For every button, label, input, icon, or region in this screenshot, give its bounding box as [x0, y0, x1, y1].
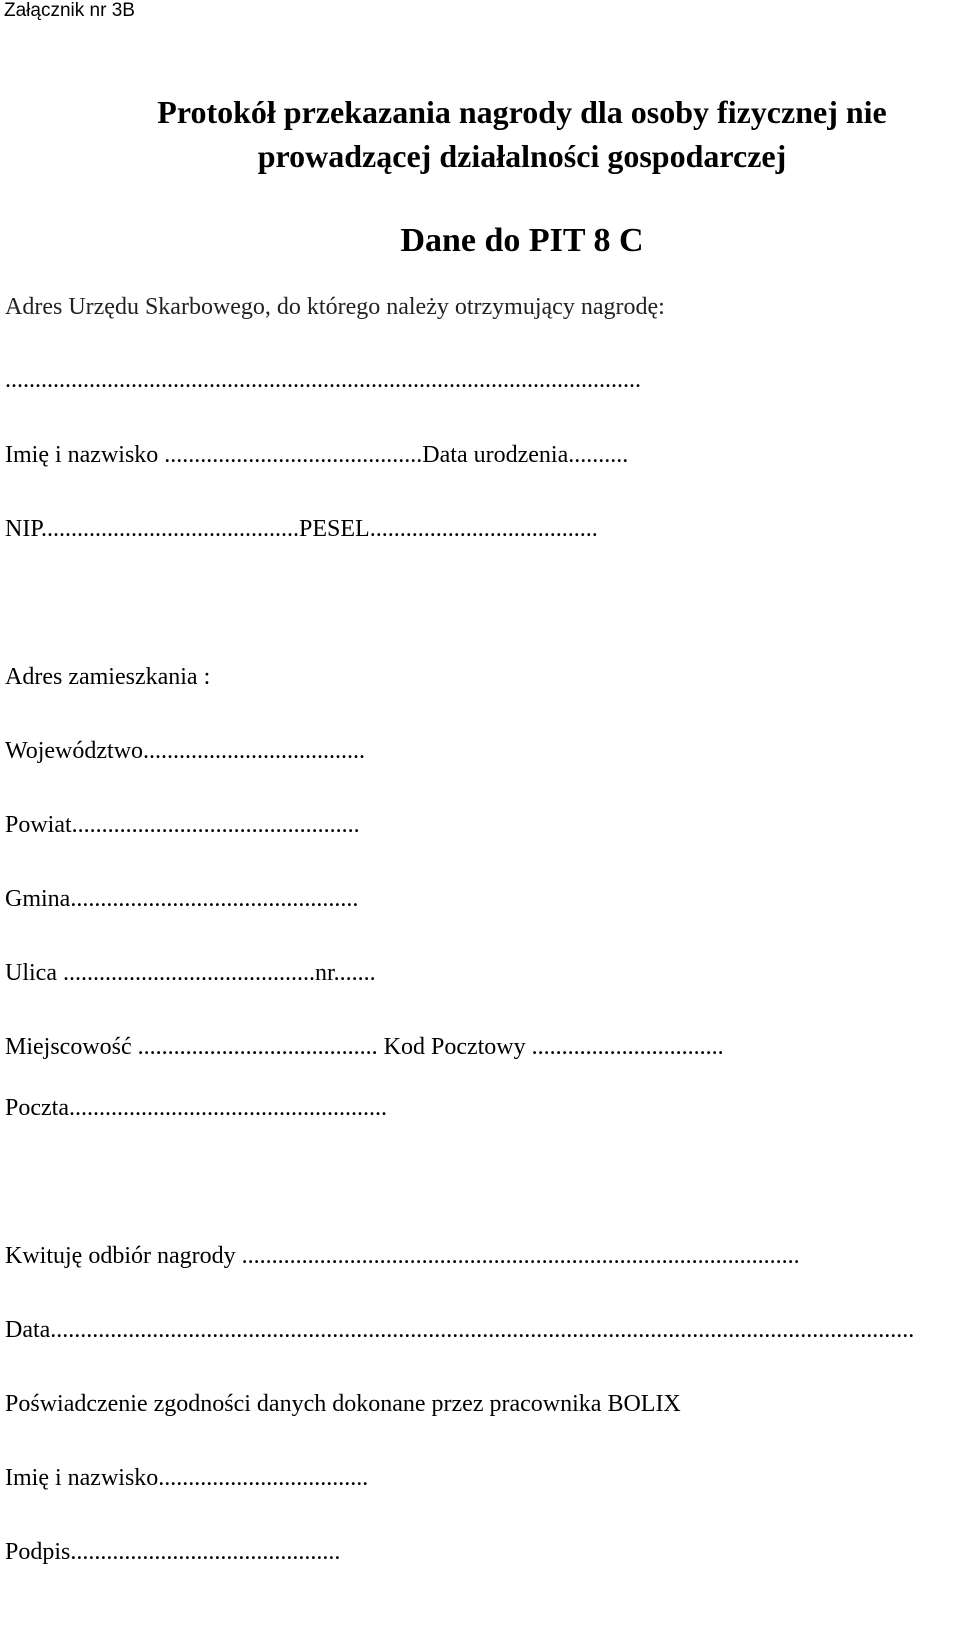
document-subtitle: Dane do PIT 8 C	[400, 222, 644, 259]
employee-name-field: Imię i nazwisko...................................	[5, 1465, 369, 1491]
signature-field: Podpis.............................................	[5, 1539, 341, 1565]
name-birthdate-field: Imię i nazwisko ...........................................Data urodzenia..........	[5, 442, 629, 468]
street-field: Ulica ..........................................nr.......	[5, 960, 376, 986]
attachment-label: Załącznik nr 3B	[4, 0, 135, 21]
tax-office-field: ..........................................................................................................	[5, 367, 641, 393]
nip-pesel-field: NIP...........................................PESEL......................................	[5, 516, 598, 542]
district-field: Powiat................................................	[5, 812, 360, 838]
tax-office-label: Adres Urzędu Skarbowego, do którego należy otrzymujący nagrodę:	[5, 294, 665, 320]
document-title-line-2: prowadzącej działalności gospodarczej	[257, 138, 787, 174]
date-field: Data................................................................................................................................................	[5, 1317, 915, 1343]
post-office-field: Poczta.....................................................	[5, 1095, 387, 1121]
receipt-field: Kwituję odbiór nagrody .............................................................................................	[5, 1243, 800, 1269]
city-postcode-field: Miejscowość ........................................ Kod Pocztowy ................................	[5, 1034, 724, 1060]
commune-field: Gmina................................................	[5, 886, 359, 912]
verification-statement: Poświadczenie zgodności danych dokonane przez pracownika BOLIX	[5, 1391, 681, 1417]
document-title-line-1: Protokół przekazania nagrody dla osoby fizycznej nie	[157, 94, 887, 130]
address-heading: Adres zamieszkania :	[5, 664, 211, 690]
voivodeship-field: Województwo.....................................	[5, 738, 366, 764]
